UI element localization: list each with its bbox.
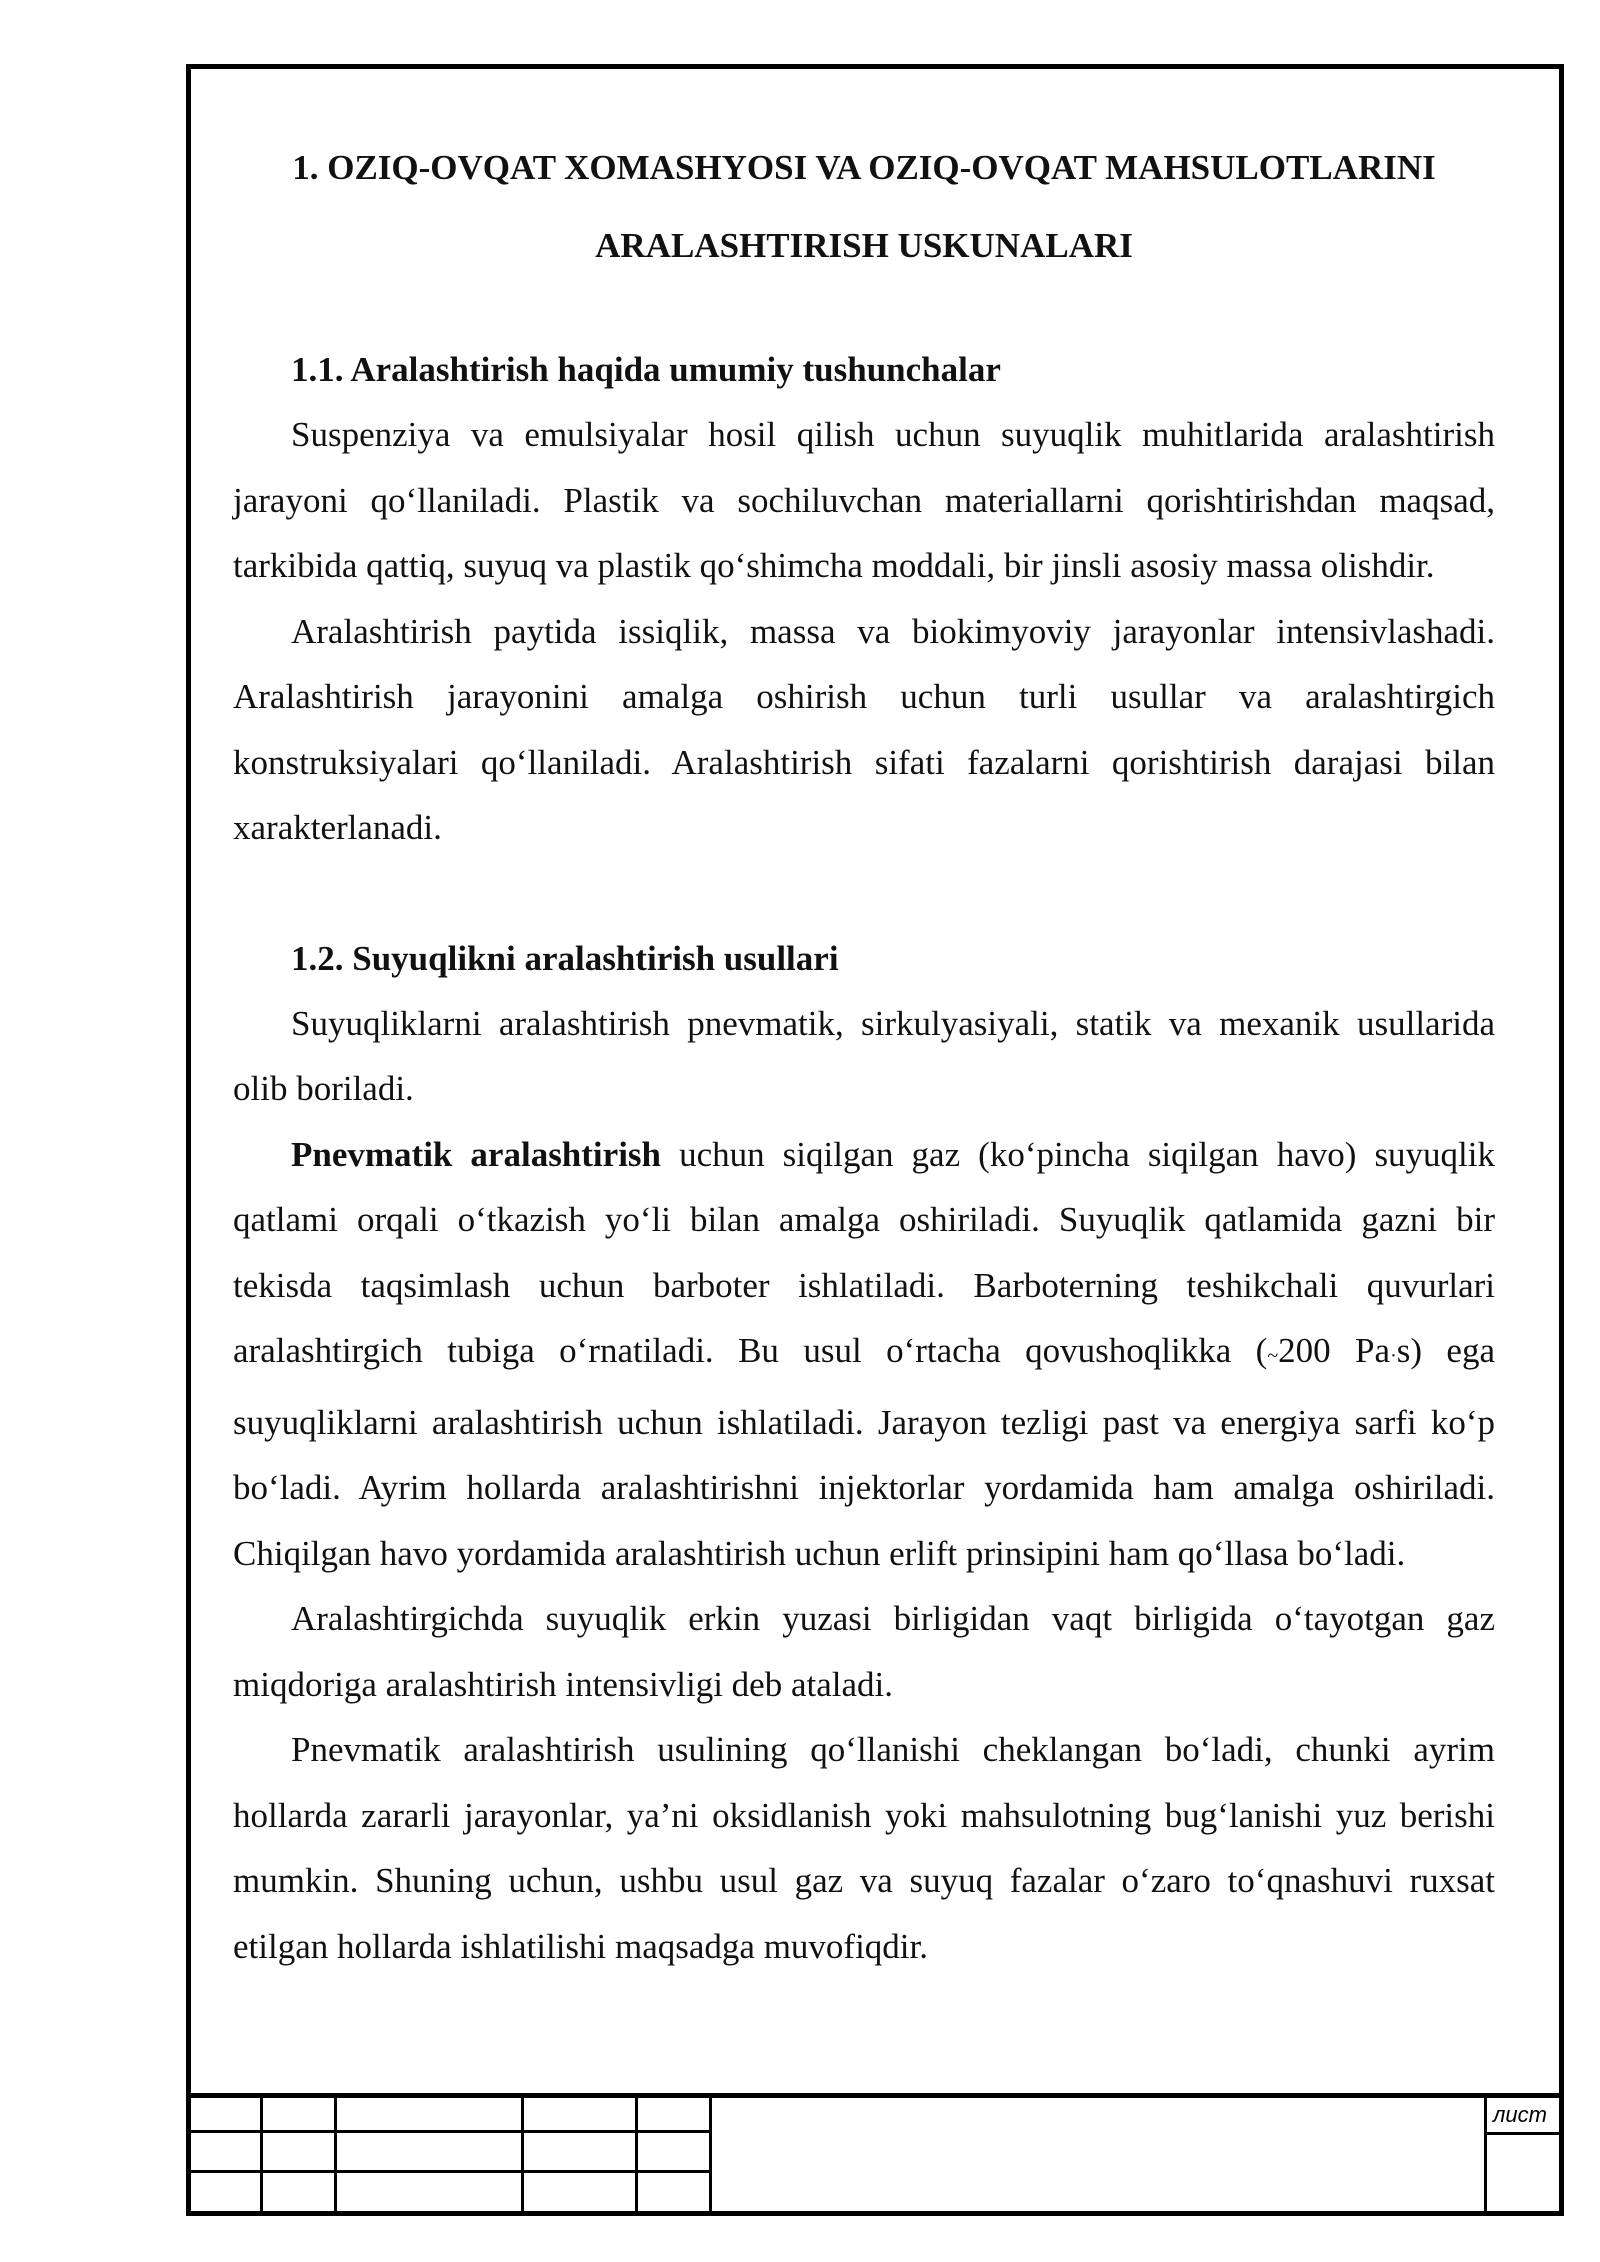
pneumatic-mixing-term: Pnevmatik aralashtirish — [291, 1134, 662, 1174]
chapter-title-line-1: 1. OZIQ-OVQAT XOMASHYOSI VA OZIQ-OVQAT MAHSULOTLARINI — [292, 148, 1436, 187]
page-frame — [186, 64, 1564, 2216]
section-1-paragraph-2: Aralashtirish paytida issiqlik, massa va biokimyoviy jarayonlar intensivlashadi. Aralashtirish jarayonini amalga oshirish uchun turli usullar va aralashtirgich konstruksiyalari qo‘llaniladi. Aralashtirish sifati fazalarni qorishtirish darajasi bilan xarakterlanadi. — [233, 611, 1495, 847]
multiplication-dot: · — [1390, 1345, 1397, 1367]
stamp-row-line — [191, 2130, 712, 2133]
document-body — [233, 129, 1495, 1979]
stamp-divider — [334, 2098, 337, 2211]
stamp-row-line — [191, 2170, 712, 2173]
section-2-paragraph-3: Aralashtirgichda suyuqlik erkin yuzasi birligidan vaqt birligida o‘tayotgan gaz miqdoriga aralashtirish intensivligi deb ataladi. — [233, 1599, 1495, 1704]
stamp-divider — [709, 2098, 712, 2211]
section-2-heading: 1.2. Suyuqlikni aralashtirish usullari — [291, 938, 839, 978]
approx-symbol: ~ — [1267, 1345, 1279, 1367]
section-2-paragraph-2: Pnevmatik aralashtirish uchun siqilgan gaz (ko‘pincha siqilgan havo) suyuqlik qatlami orqali o‘tkazish yo‘li bilan amalga oshiriladi. Suyuqlik qatlamida gazni bir tekisda taqsimlash uchun barboter ishlatiladi. Barboterning teshikchali quvurlari aralashtirgich tubiga o‘rnatiladi. Bu usul o‘rtacha qovushoqlikka (~200 Pa·s) ega suyuqliklarni aralashtirish uchun ishlatiladi. Jarayon tezligi past va energiya sarfi ko‘p bo‘ladi. Ayrim hollarda aralashtirishni injektorlar yordamida ham amalga oshiriladi. Chiqilgan havo yordamida aralashtirish uchun erlift prinsipini ham qo‘llasa bo‘ladi. — [233, 1134, 1496, 1573]
section-1-heading: 1.1. Aralashtirish haqida umumiy tushunchalar — [291, 350, 1001, 389]
stamp-divider — [635, 2098, 638, 2211]
section-1-paragraph-1: Suspenziya va emulsiyalar hosil qilish uchun suyuqlik muhitlarida aralashtirish jarayoni qo‘llaniladi. Plastik va sochiluvchan materiallarni qorishtirishdan maqsad, tarkibida qattiq, suyuq va plastik qo‘shimcha moddali, bir jinsli asosiy massa olishdir. — [233, 415, 1495, 585]
title-block-stamp — [191, 2093, 1559, 2211]
stamp-divider — [521, 2098, 524, 2211]
section-2-paragraph-1: Suyuqliklarni aralashtirish pnevmatik, sirkulyasiyali, statik va mexanik usullarida olib boriladi. — [233, 1003, 1495, 1108]
stamp-row-line — [1484, 2132, 1559, 2135]
chapter-title-line-2: ARALASHTIRISH USKUNALARI — [595, 226, 1133, 265]
stamp-divider — [260, 2098, 263, 2211]
chapter-title — [233, 129, 1495, 285]
section-2-paragraph-4: Pnevmatik aralashtirish usulining qo‘llanishi cheklangan bo‘ladi, chunki ayrim hollarda zararli jarayonlar, ya’ni oksidlanish yoki mahsulotning bug‘lanishi yuz berishi mumkin. Shuning uchun, ushbu usul gaz va suyuq fazalar o‘zaro to‘qnashuvi ruxsat etilgan hollarda ishlatilishi maqsadga muvofiqdir. — [233, 1730, 1495, 1966]
sheet-label: лист — [1493, 2102, 1547, 2127]
